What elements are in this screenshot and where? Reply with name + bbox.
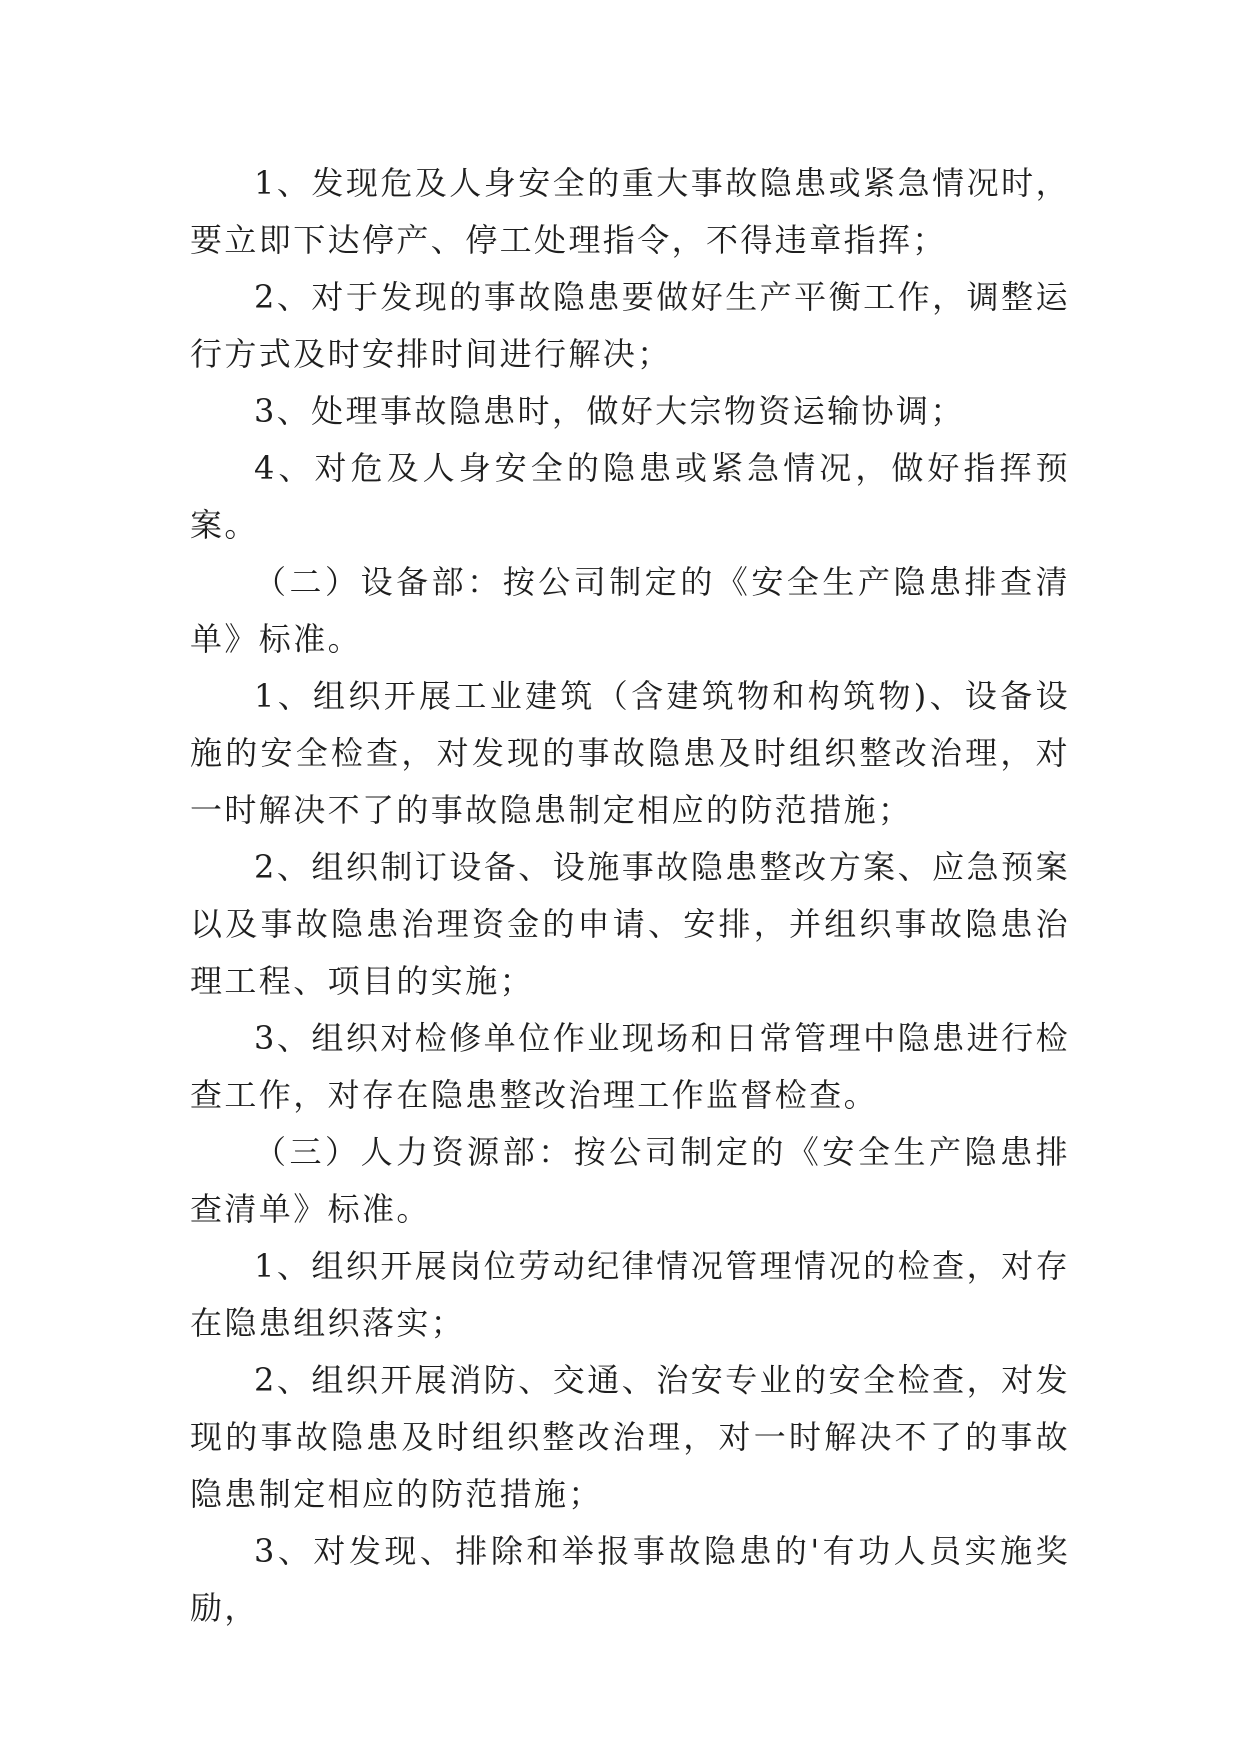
paragraph-item-7: 3、组织对检修单位作业现场和日常管理中隐患进行检查工作，对存在隐患整改治理工作监督检查。 [190,1019,1070,1114]
paragraph-item-4: 4、对危及人身安全的隐患或紧急情况，做好指挥预案。 [190,449,1070,544]
paragraph-item-8: 1、组织开展岗位劳动纪律情况管理情况的检查，对存在隐患组织落实； [190,1247,1070,1342]
paragraph-item-5: 1、组织开展工业建筑（含建筑物和构筑物)、设备设施的安全检查，对发现的事故隐患及时组织整改治理，对一时解决不了的事故隐患制定相应的防范措施； [190,677,1070,829]
paragraph-item-9: 2、组织开展消防、交通、治安专业的安全检查，对发现的事故隐患及时组织整改治理，对一时解决不了的事故隐患制定相应的防范措施； [190,1361,1070,1513]
document-body [190,155,1070,1637]
paragraph-item-1: 1、发现危及人身安全的重大事故隐患或紧急情况时，要立即下达停产、停工处理指令，不得违章指挥； [190,164,1070,259]
paragraph-item-2: 2、对于发现的事故隐患要做好生产平衡工作，调整运行方式及时安排时间进行解决； [190,278,1070,373]
section-heading-equipment: （二）设备部：按公司制定的《安全生产隐患排查清单》标准。 [190,563,1070,658]
paragraph-item-3: 3、处理事故隐患时，做好大宗物资运输协调； [254,392,965,430]
paragraph-item-10: 3、对发现、排除和举报事故隐患的'有功人员实施奖励， [190,1532,1070,1627]
section-heading-hr: （三）人力资源部：按公司制定的《安全生产隐患排查清单》标准。 [190,1133,1070,1228]
paragraph-item-6: 2、组织制订设备、设施事故隐患整改方案、应急预案以及事故隐患治理资金的申请、安排，并组织事故隐患治理工程、项目的实施； [190,848,1070,1000]
